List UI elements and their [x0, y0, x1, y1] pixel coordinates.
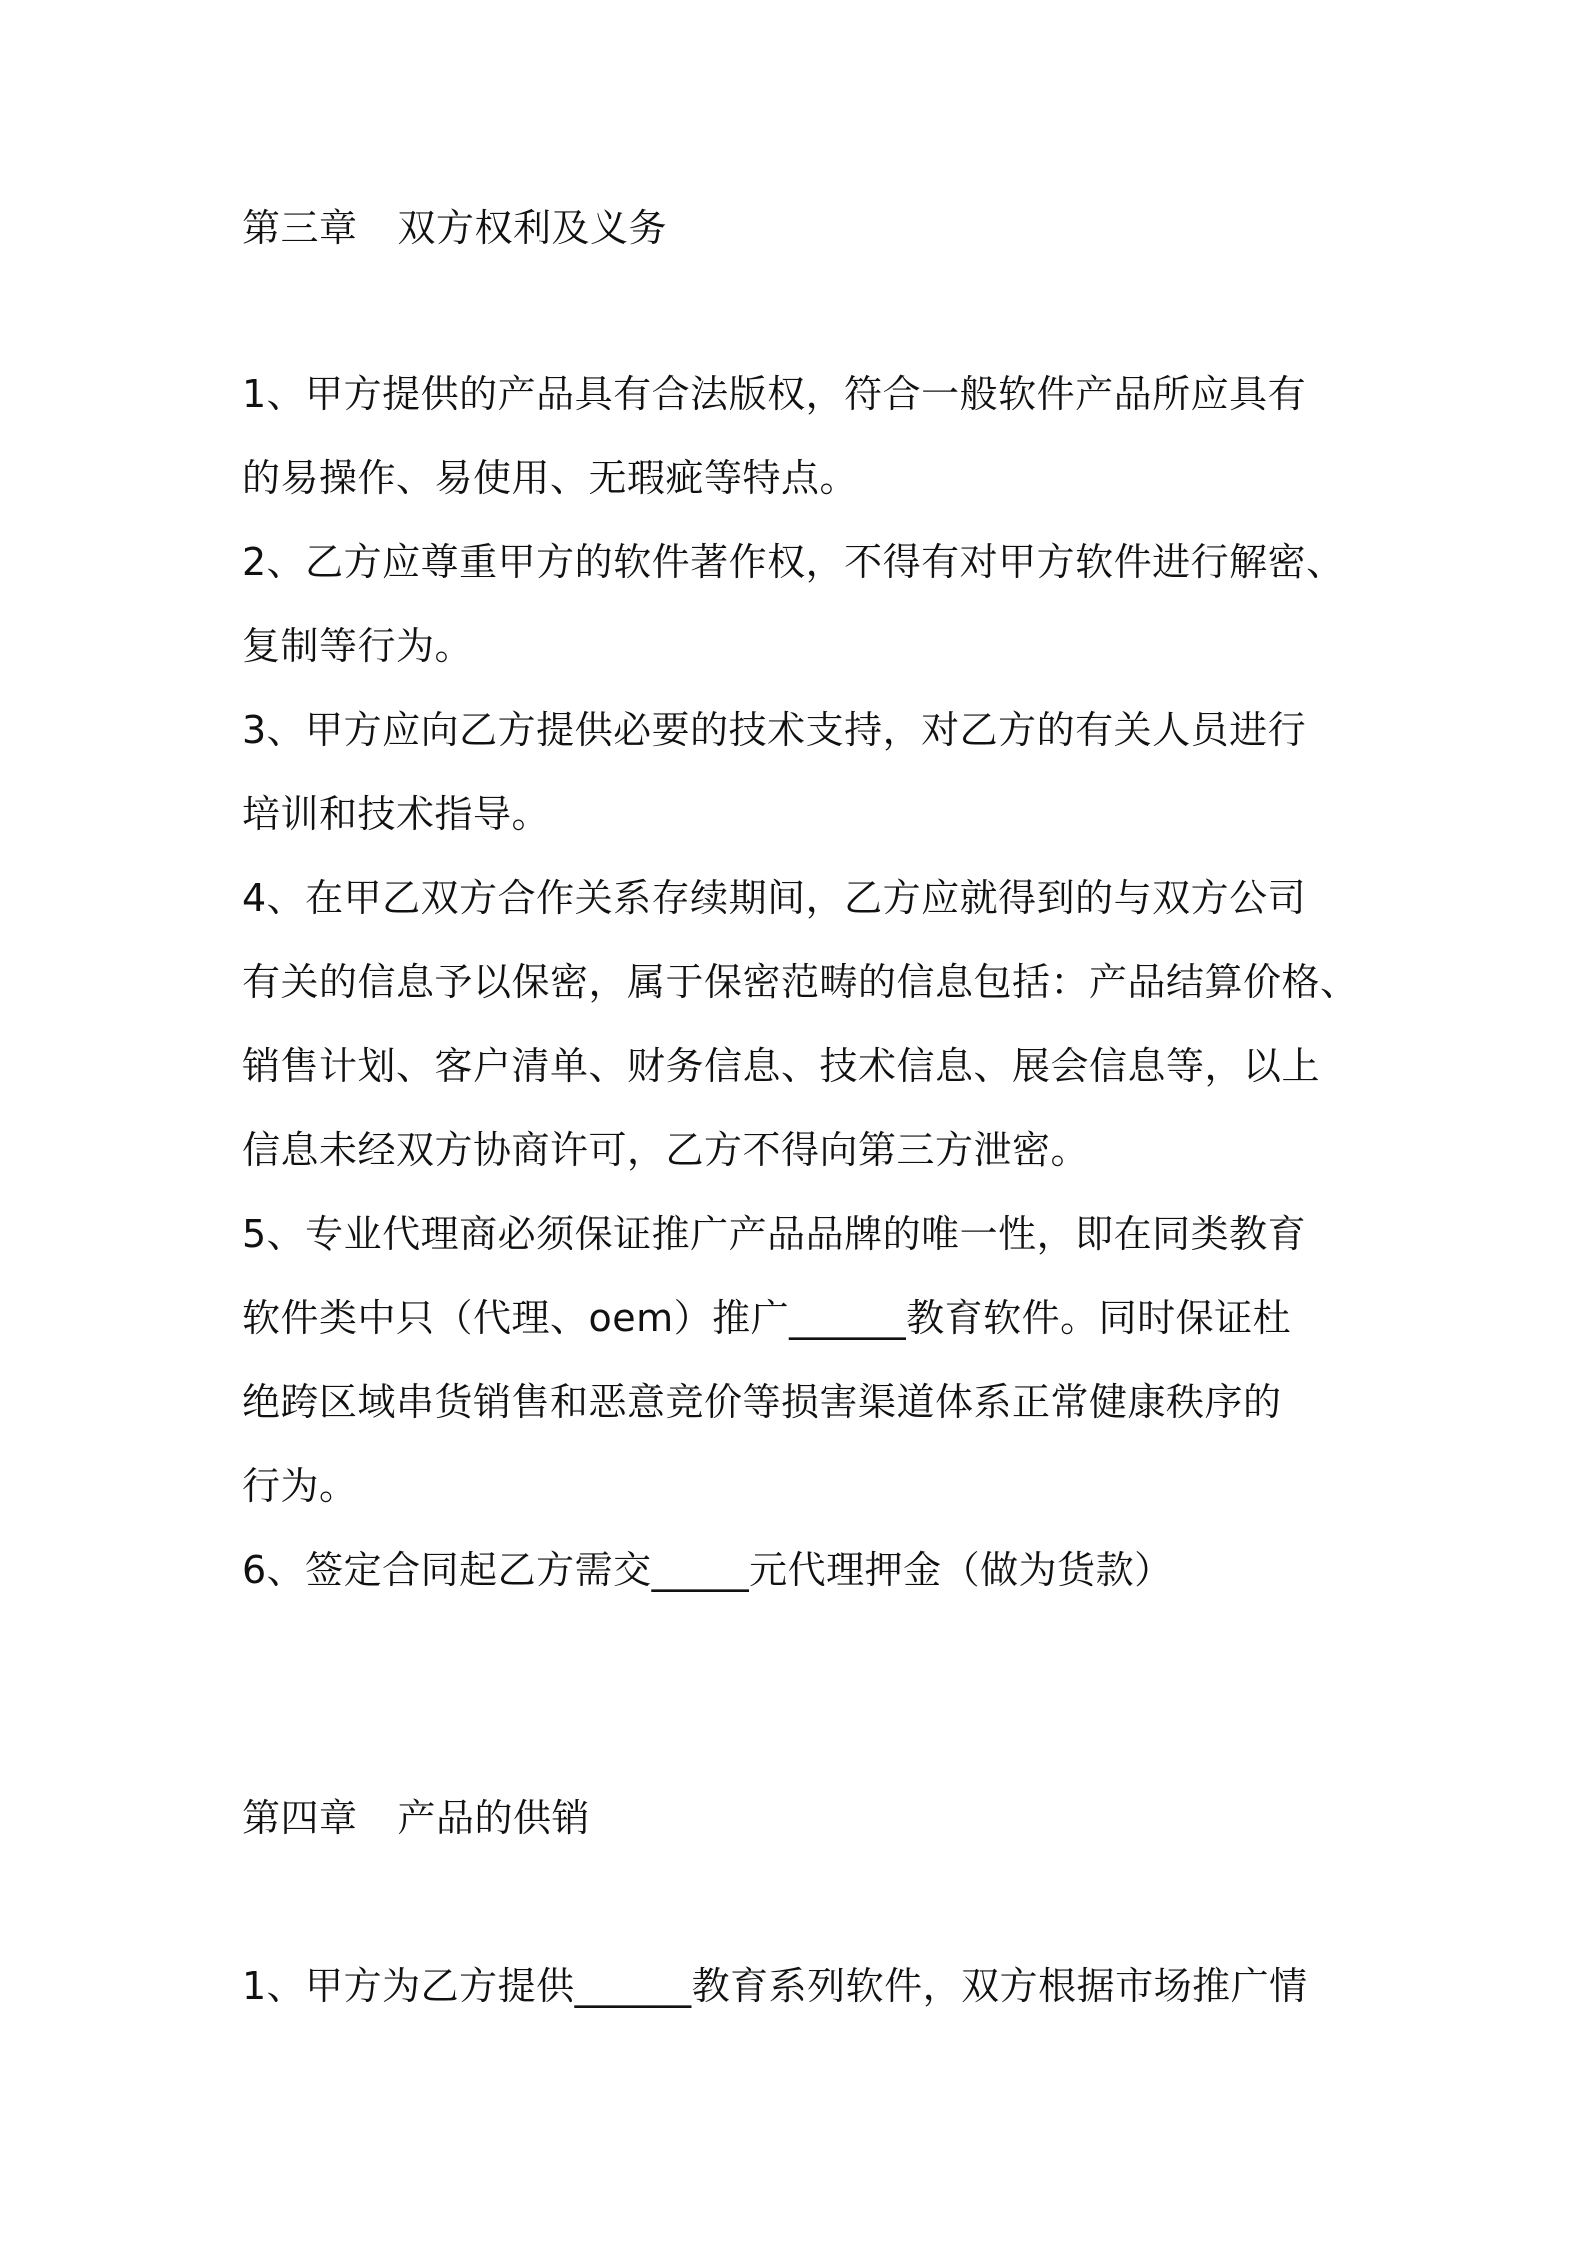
chapter-3-heading [242, 204, 667, 252]
chapter-3-number: 第三章 [242, 206, 358, 250]
paragraph-line: 绝跨区域串货销售和恶意竞价等损害渠道体系正常健康秩序的 [242, 1380, 1282, 1424]
paragraph-line: 5、专业代理商必须保证推广产品品牌的唯一性，即在同类教育 [242, 1212, 1307, 1256]
paragraph-line: 培训和技术指导。 [242, 792, 551, 836]
paragraph-line: 销售计划、客户清单、财务信息、技术信息、展会信息等，以上 [242, 1044, 1321, 1088]
paragraph-line: 信息未经双方协商许可，乙方不得向第三方泄密。 [242, 1128, 1090, 1172]
paragraph-line: 软件类中只（代理、oem）推广______教育软件。同时保证杜 [242, 1296, 1292, 1340]
paragraph-line: 行为。 [242, 1464, 358, 1508]
paragraph-line: 复制等行为。 [242, 624, 474, 668]
paragraph-line: 的易操作、易使用、无瑕疵等特点。 [242, 456, 859, 500]
paragraph-line: 6、签定合同起乙方需交_____元代理押金（做为货款） [242, 1548, 1173, 1592]
paragraph-line: 2、乙方应尊重甲方的软件著作权，不得有对甲方软件进行解密、 [242, 540, 1345, 584]
chapter-4-title: 产品的供销 [397, 1796, 591, 1840]
paragraph-line: 1、甲方为乙方提供______教育系列软件，双方根据市场推广情 [242, 1964, 1308, 2008]
paragraph-line: 有关的信息予以保密，属于保密范畴的信息包括：产品结算价格、 [242, 960, 1359, 1004]
chapter-4-number: 第四章 [242, 1796, 358, 1840]
paragraph-line: 1、甲方提供的产品具有合法版权，符合一般软件产品所应具有 [242, 372, 1307, 416]
chapter-4-heading [242, 1794, 590, 1842]
paragraph-line: 4、在甲乙双方合作关系存续期间，乙方应就得到的与双方公司 [242, 876, 1307, 920]
chapter-3-title: 双方权利及义务 [397, 206, 668, 250]
paragraph-line: 3、甲方应向乙方提供必要的技术支持，对乙方的有关人员进行 [242, 708, 1307, 752]
